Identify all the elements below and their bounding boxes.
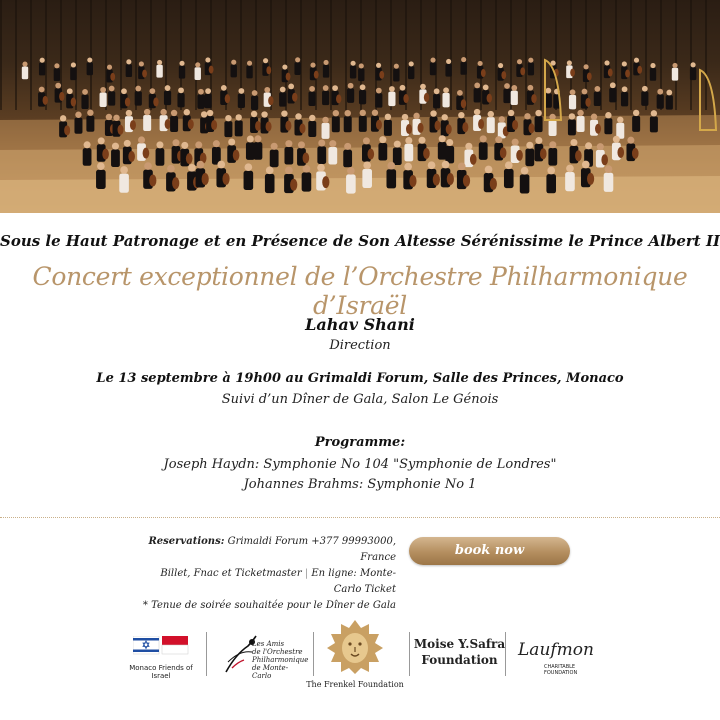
section-divider [0,517,720,518]
programme-title: Programme: [314,435,406,450]
programme-item: Joseph Haydn: Symphonie No 104 "Symphonie de Londres" [163,457,557,472]
monaco-friends-label: Monaco Friends of Israel [129,664,193,680]
logo-divider [409,632,410,676]
separator: | [304,568,309,579]
amis-line: de l'Orchestre [252,648,303,656]
logo-divider [313,632,314,676]
amis-line: de Monte-Carlo [252,664,289,680]
lion-icon [325,616,385,676]
reservations-phone: Grimaldi Forum +377 99993000, France [227,536,396,563]
book-now-button[interactable]: book now [409,537,570,565]
laufmon-logo: Laufmon [518,640,594,660]
conductor-role: Direction [329,338,391,353]
orchestra-photo [0,0,720,213]
safra-line: Foundation [421,653,498,667]
orchestra-illustration [0,0,720,213]
dress-code-note: * Tenue de soirée souhaitée pour le Dîner de Gala [142,600,396,611]
reservations-online: En ligne: Monte-Carlo Ticket [311,568,396,595]
concert-title: Concert exceptionnel de l’Orchestre Philharmonique d’Israël [32,262,688,320]
laufmon-sub: CHARITABLE FOUNDATION [544,664,578,676]
logo-divider [206,632,207,676]
flags-icon [133,636,189,656]
amis-line: Les Amis [252,640,285,648]
reservations-outlets: Billet, Fnac et Ticketmaster [160,568,302,579]
reservations-label: Reservations: [148,536,225,547]
logo-divider [505,632,506,676]
safra-line: Moise Y.Safra [413,637,506,651]
amis-line: Philharmonique [252,656,309,664]
event-date-place: Le 13 septembre à 19h00 au Grimaldi Forum, Salle des Princes, Monaco [96,371,624,386]
reservations-info [140,534,396,614]
event-gala: Suivi d’un Dîner de Gala, Salon Le Génois [221,392,499,407]
amis-orchestre-label [252,640,309,680]
frenkel-label: The Frenkel Foundation [306,680,404,689]
patronage-line: Sous le Haut Patronage et en Présence de Son Altesse Sérénissime le Prince Albert II [0,232,720,250]
programme-item: Johannes Brahms: Symphonie No 1 [243,477,477,492]
safra-label [412,636,507,668]
conductor-name: Lahav Shani [305,315,415,334]
